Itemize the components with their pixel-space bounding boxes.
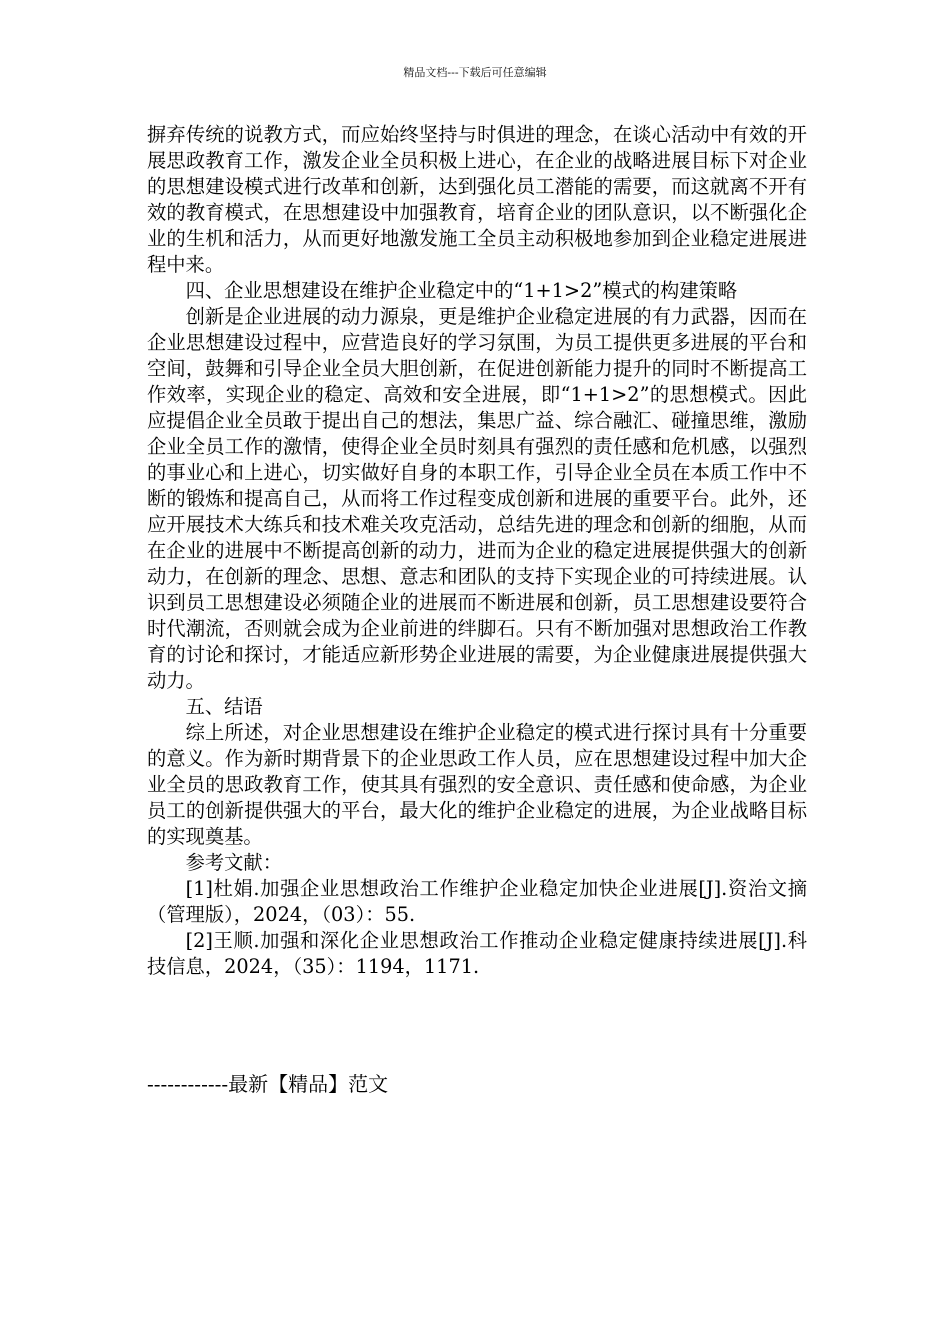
page-footer: ------------最新【精品】范文 [147,1072,389,1096]
document-body [147,122,807,980]
page-header: 精品文档---下载后可任意编辑 [403,66,547,79]
paragraph-innovation: 创新是企业进展的动力源泉，更是维护企业稳定进展的有力武器，因而在企业思想建设过程中，应营造良好的学习氛围，为员工提供更多进展的平台和空间，鼓舞和引导企业全员大胆创新，在促进创新能力提升的同时不断提高工作效率，实现企业的稳定、高效和安全进展，即“1+1>2”的思想模式。因此应提倡企业全员敢于提出自己的想法，集思广益、综合融汇、碰撞思维，激励企业全员工作的激情，使得企业全员时刻具有强烈的责任感和危机感，以强烈的事业心和上进心，切实做好自身的本职工作，引导企业全员在本质工作中不断的锻炼和提高自己，从而将工作过程变成创新和进展的重要平台。此外，还应开展技术大练兵和技术难关攻克活动，总结先进的理念和创新的细胞，从而在企业的进展中不断提高创新的动力，进而为企业的稳定进展提供强大的创新动力，在创新的理念、思想、意志和团队的支持下实现企业的可持续进展。认识到员工思想建设必须随企业的进展而不断进展和创新，员工思想建设要符合时代潮流，否则就会成为企业前进的绊脚石。只有不断加强对思想政治工作教育的讨论和探讨，才能适应新形势企业进展的需要，为企业健康进展提供强大动力。 [147,305,807,692]
paragraph-intro: 摒弃传统的说教方式，而应始终坚持与时俱进的理念，在谈心活动中有效的开展思政教育工作，激发企业全员积极上进心，在企业的战略进展目标下对企业的思想建设模式进行改革和创新，达到强化员工潜能的需要，而这就离不开有效的教育模式，在思想建设中加强教育，培育企业的团队意识，以不断强化企业的生机和活力，从而更好地激发施工全员主动积极地参加到企业稳定进展进程中来。 [147,123,807,276]
paragraph-conclusion: 综上所述，对企业思想建设在维护企业稳定的模式进行探讨具有十分重要的意义。作为新时期背景下的企业思政工作人员，应在思想建设过程中加大企业全员的思政教育工作，使其具有强烈的安全意识、责任感和使命感，为企业员工的创新提供强大的平台，最大化的维护企业稳定的进展，为企业战略目标的实现奠基。 [147,721,807,848]
reference-item-1: [1]杜娟.加强企业思想政治工作维护企业稳定加快企业进展[J].资治文摘（管理版），2024，（03）：55. [147,877,807,926]
section-heading-four: 四、企业思想建设在维护企业稳定中的“1+1>2”模式的构建策略 [185,279,738,302]
section-heading-five: 五、结语 [185,695,263,718]
references-heading: 参考文献： [185,851,282,874]
reference-item-2: [2]王顺.加强和深化企业思想政治工作推动企业稳定健康持续进展[J].科技信息，2024，（35）：1194，1171. [147,929,807,978]
